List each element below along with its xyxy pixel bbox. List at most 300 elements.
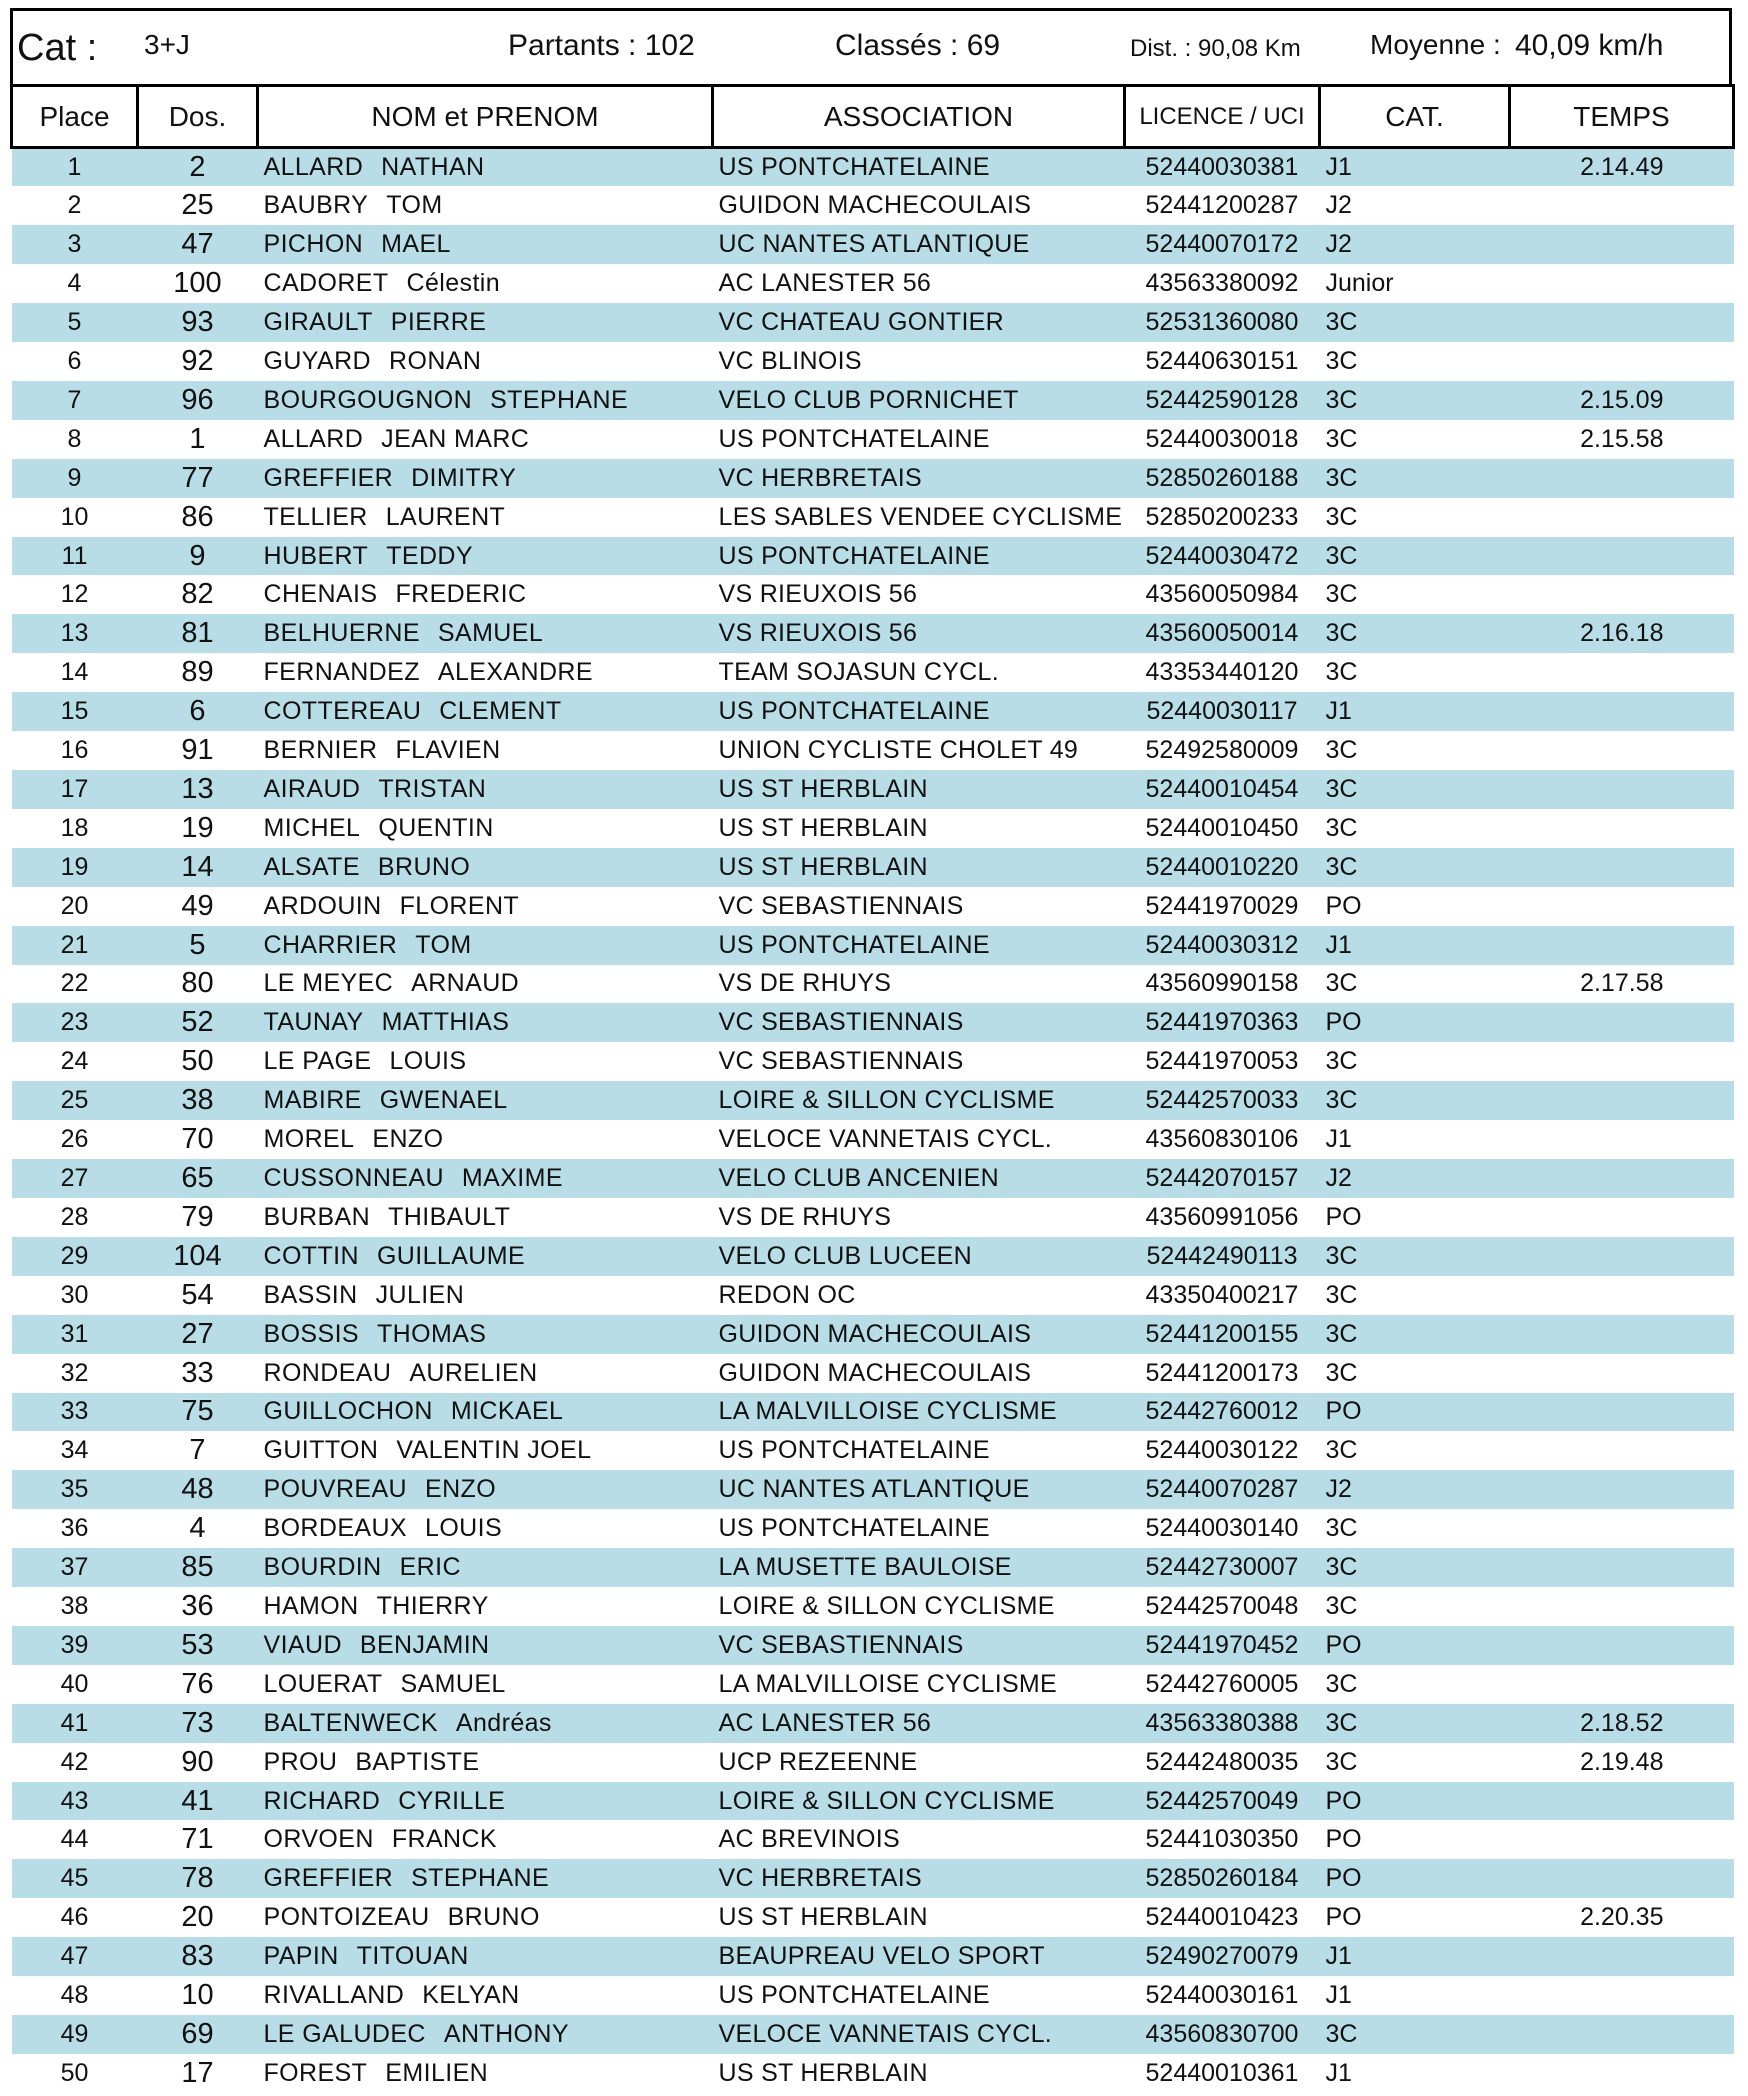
licence-cell: 52442570048 [1145,1591,1299,1620]
rider-last-name: TAUNAY [263,1008,364,1037]
association-cell: BEAUPREAU VELO SPORT [718,1942,1045,1971]
column-header-dossard: Dos. [138,86,258,148]
rider-last-name: GREFFIER [263,1864,394,1893]
rider-first-name: ALEXANDRE [437,658,593,687]
rider-first-name: AURELIEN [409,1358,538,1387]
licence-cell: 52441200287 [1145,191,1299,220]
place-cell: 21 [60,930,89,959]
table-row [12,1704,1734,1743]
time-cell [1510,1393,1734,1432]
rider-first-name: FRANCK [391,1825,497,1854]
association-cell: GUIDON MACHECOULAIS [718,1319,1032,1348]
place-cell: 23 [60,1008,89,1037]
rider-last-name: PICHON [263,230,364,259]
rider-first-name: NATHAN [381,153,485,182]
table-row [12,2015,1734,2054]
dossard-cell: 13 [181,772,214,805]
association-cell: UNION CYCLISTE CHOLET 49 [718,736,1079,765]
table-row [12,1237,1734,1276]
table-header-row [12,86,1734,148]
time-cell [1510,1782,1734,1821]
place-cell: 7 [67,385,82,414]
dossard-cell: 53 [181,1628,214,1661]
category-cell: 3C [1325,346,1358,375]
average-speed-value: 40,09 km/h [1515,29,1664,62]
licence-cell: 43560991056 [1145,1202,1299,1231]
licence-cell: 52441200155 [1145,1319,1299,1348]
table-row [12,692,1734,731]
rider-last-name: GUILLOCHON [263,1397,433,1426]
association-cell: VS DE RHUYS [718,969,892,998]
rider-first-name: SAMUEL [400,1669,506,1698]
rider-last-name: POUVREAU [263,1475,408,1504]
dossard-cell: 7 [189,1434,206,1467]
licence-cell: 52441970363 [1145,1008,1299,1037]
place-cell: 34 [60,1436,89,1465]
rider-first-name: BRUNO [447,1903,540,1932]
category-cell: Junior [1325,269,1394,298]
rider-last-name: GREFFIER [263,463,394,492]
rider-name-cell [258,692,713,731]
time-cell: 2.19.48 [1580,1747,1664,1776]
column-header-category: CAT. [1320,86,1510,148]
rider-name-cell [258,420,713,459]
licence-cell: 43560050984 [1145,580,1299,609]
table-row [12,1042,1734,1081]
table-row [12,1743,1734,1782]
table-row [12,148,1734,187]
dossard-cell: 4 [189,1512,206,1545]
table-row [12,1898,1734,1937]
place-cell: 29 [60,1241,89,1270]
dossard-cell: 20 [181,1901,214,1934]
time-cell [1510,1665,1734,1704]
rider-first-name: MATTHIAS [381,1008,510,1037]
licence-cell: 43353440120 [1145,658,1299,687]
dossard-cell: 48 [181,1473,214,1506]
category-cell: 3C [1325,424,1358,453]
place-cell: 40 [60,1669,89,1698]
association-cell: LA MALVILLOISE CYCLISME [718,1669,1058,1698]
rider-first-name: MAXIME [461,1164,563,1193]
time-cell [1510,848,1734,887]
rider-first-name: QUENTIN [378,813,494,842]
licence-cell: 52442490113 [1146,1241,1298,1270]
rider-last-name: HAMON [263,1591,359,1620]
table-row [12,1159,1734,1198]
table-row [12,1820,1734,1859]
association-cell: AC LANESTER 56 [718,1708,932,1737]
licence-cell: 52441970029 [1145,891,1299,920]
association-cell: VC BLINOIS [718,346,862,375]
association-cell: LOIRE & SILLON CYCLISME [718,1786,1055,1815]
association-cell: US PONTCHATELAINE [718,541,990,570]
licence-cell: 52442730007 [1145,1553,1299,1582]
table-row [12,225,1734,264]
place-cell: 8 [67,424,82,453]
rider-first-name: LOUIS [389,1047,467,1076]
licence-cell: 52850260184 [1145,1864,1299,1893]
time-cell [1510,1626,1734,1665]
place-cell: 32 [60,1358,89,1387]
time-cell [1510,809,1734,848]
place-cell: 17 [60,774,89,803]
table-row [12,186,1734,225]
category-cell: 3C [1325,1280,1358,1309]
licence-cell: 52442760012 [1145,1397,1299,1426]
rider-first-name: THOMAS [377,1319,487,1348]
rider-last-name: BORDEAUX [263,1514,408,1543]
place-cell: 28 [60,1202,89,1231]
place-cell: 45 [60,1864,89,1893]
place-cell: 43 [60,1786,89,1815]
category-cell: 3C [1325,1708,1358,1737]
licence-cell: 52440030122 [1145,1436,1299,1465]
dossard-cell: 6 [189,695,206,728]
table-row [12,1120,1734,1159]
category-cell: PO [1325,1864,1362,1893]
table-row [12,965,1734,1004]
time-cell [1510,1354,1734,1393]
dossard-cell: 10 [181,1979,214,2012]
licence-cell: 52440070172 [1145,230,1299,259]
rider-name-cell [258,1743,713,1782]
time-cell [1510,1937,1734,1976]
rider-name-cell [258,342,713,381]
rider-last-name: BELHUERNE [263,619,420,648]
time-cell [1510,1431,1734,1470]
dossard-cell: 73 [181,1706,214,1739]
licence-cell: 43560990158 [1145,969,1299,998]
rider-name-cell [258,1509,713,1548]
time-cell: 2.16.18 [1580,619,1664,648]
results-table [10,84,1735,2093]
rider-last-name: ALLARD [263,424,364,453]
time-cell [1510,498,1734,537]
table-row [12,1665,1734,1704]
table-row [12,1276,1734,1315]
rider-name-cell [258,926,713,965]
rider-first-name: TOM [415,930,472,959]
time-cell [1510,2054,1734,2093]
time-cell: 2.20.35 [1580,1903,1664,1932]
dossard-cell: 92 [181,344,214,377]
rider-name-cell [258,1548,713,1587]
category-cell: PO [1325,891,1362,920]
time-cell [1510,264,1734,303]
association-cell: VS DE RHUYS [718,1202,892,1231]
association-cell: LA MALVILLOISE CYCLISME [718,1397,1058,1426]
licence-cell: 52440030381 [1145,153,1299,182]
category-cell: 3C [1325,813,1358,842]
dossard-cell: 93 [181,306,214,339]
table-row [12,1509,1734,1548]
rider-first-name: JEAN MARC [381,424,530,453]
rider-last-name: LE MEYEC [263,969,394,998]
rider-last-name: ALLARD [263,153,364,182]
association-cell: UC NANTES ATLANTIQUE [718,230,1030,259]
place-cell: 3 [67,230,82,259]
time-cell [1510,575,1734,614]
rider-first-name: ERIC [399,1553,461,1582]
rider-first-name: GUILLAUME [376,1241,526,1270]
licence-cell: 52440030140 [1145,1514,1299,1543]
rider-last-name: BOURGOUGNON [263,385,473,414]
dossard-cell: 14 [181,850,214,883]
table-row [12,1470,1734,1509]
association-cell: VC SEBASTIENNAIS [718,1008,964,1037]
place-cell: 35 [60,1475,89,1504]
association-cell: US PONTCHATELAINE [718,1436,990,1465]
place-cell: 48 [60,1981,89,2010]
dossard-cell: 96 [181,383,214,416]
association-cell: US PONTCHATELAINE [718,153,990,182]
rider-name-cell [258,303,713,342]
category-cell: J2 [1325,230,1352,259]
association-cell: VC SEBASTIENNAIS [718,891,964,920]
rider-first-name: FLAVIEN [395,736,501,765]
table-row [12,614,1734,653]
table-row [12,381,1734,420]
rider-last-name: VIAUD [263,1630,342,1659]
rider-last-name: BOSSIS [263,1319,359,1348]
race-distance: Dist. : 90,08 Km [1130,35,1301,62]
place-cell: 31 [60,1319,89,1348]
place-cell: 47 [60,1942,89,1971]
rider-first-name: PIERRE [390,308,487,337]
table-row [12,1393,1734,1432]
rider-first-name: LOUIS [425,1514,503,1543]
category-cell: J1 [1325,153,1352,182]
rider-first-name: GWENAEL [379,1086,508,1115]
rider-first-name: KELYAN [422,1981,520,2010]
time-cell [1510,303,1734,342]
category-label: Cat : [17,27,98,69]
dossard-cell: 90 [181,1745,214,1778]
rider-first-name: SAMUEL [437,619,544,648]
time-cell: 2.15.58 [1580,424,1664,453]
association-cell: GUIDON MACHECOULAIS [718,1358,1032,1387]
category-cell: 3C [1325,580,1358,609]
rider-name-cell [258,965,713,1004]
place-cell: 15 [60,697,89,726]
rider-last-name: BALTENWECK [263,1708,438,1737]
rider-name-cell [258,498,713,537]
dossard-cell: 80 [181,967,214,1000]
rider-first-name: JULIEN [375,1280,465,1309]
category-cell: 3C [1325,308,1358,337]
rider-last-name: BASSIN [263,1280,358,1309]
rider-first-name: BAPTISTE [355,1747,480,1776]
rider-name-cell [258,848,713,887]
rider-name-cell [258,1859,713,1898]
rider-last-name: FERNANDEZ [263,658,420,687]
licence-cell: 52440010361 [1145,2058,1299,2087]
rider-name-cell [258,1276,713,1315]
results-sheet [10,8,1732,2093]
place-cell: 12 [60,580,89,609]
time-cell [1510,1587,1734,1626]
rider-name-cell [258,186,713,225]
table-row [12,1431,1734,1470]
rider-name-cell [258,653,713,692]
licence-cell: 52850200233 [1145,502,1299,531]
place-cell: 38 [60,1591,89,1620]
category-cell: 3C [1325,1553,1358,1582]
place-cell: 11 [61,541,88,570]
dossard-cell: 81 [181,617,214,650]
association-cell: VC HERBRETAIS [718,1864,922,1893]
place-cell: 6 [67,346,82,375]
rider-first-name: Andréas [455,1708,552,1737]
time-cell [1510,1042,1734,1081]
place-cell: 42 [60,1747,89,1776]
rider-last-name: BOURDIN [263,1553,382,1582]
category-cell: J2 [1325,1164,1352,1193]
rider-last-name: RICHARD [263,1786,381,1815]
time-cell [1510,1003,1734,1042]
category-cell: 3C [1325,1241,1358,1270]
place-cell: 20 [60,891,89,920]
dossard-cell: 65 [181,1162,214,1195]
association-cell: US PONTCHATELAINE [718,424,990,453]
average-speed-label: Moyenne : [1370,29,1501,60]
dossard-cell: 19 [181,811,214,844]
rider-name-cell [258,1003,713,1042]
licence-cell: 43560830106 [1145,1125,1299,1154]
dossard-cell: 89 [181,656,214,689]
association-cell: US ST HERBLAIN [718,1903,928,1932]
place-cell: 22 [60,969,89,998]
category-value: 3+J [144,29,190,60]
rider-name-cell [258,1159,713,1198]
time-cell [1510,887,1734,926]
dossard-cell: 86 [181,500,214,533]
rider-first-name: ANTHONY [443,2019,569,2048]
rider-name-cell [258,1898,713,1937]
rider-first-name: RONAN [389,346,482,375]
table-row [12,809,1734,848]
rider-first-name: ARNAUD [411,969,520,998]
rider-last-name: COTTEREAU [263,697,422,726]
rider-name-cell [258,1237,713,1276]
rider-name-cell [258,1354,713,1393]
place-cell: 9 [67,463,82,492]
time-cell [1510,770,1734,809]
dossard-cell: 27 [181,1317,214,1350]
rider-last-name: CHARRIER [263,930,398,959]
dossard-cell: 2 [189,151,206,184]
dossard-cell: 85 [181,1551,214,1584]
rider-name-cell [258,1626,713,1665]
rider-name-cell [258,381,713,420]
licence-cell: 52440010220 [1145,852,1299,881]
time-cell [1510,653,1734,692]
time-cell [1510,1081,1734,1120]
category-cell: 3C [1325,658,1358,687]
time-cell [1510,1276,1734,1315]
association-cell: VC CHATEAU GONTIER [718,308,1005,337]
association-cell: AC BREVINOIS [718,1825,900,1854]
dossard-cell: 36 [181,1589,214,1622]
place-cell: 5 [67,308,82,337]
association-cell: LOIRE & SILLON CYCLISME [718,1086,1055,1115]
rider-name-cell [258,1470,713,1509]
licence-cell: 52442760005 [1145,1669,1299,1698]
rider-name-cell [258,1587,713,1626]
rider-name-cell [258,1976,713,2015]
column-header-licence: LICENCE / UCI [1125,86,1320,148]
rider-last-name: BAUBRY [263,191,369,220]
association-cell: VELOCE VANNETAIS CYCL. [718,2019,1053,2048]
licence-cell: 52442570033 [1145,1086,1299,1115]
licence-cell: 52492580009 [1145,736,1299,765]
rider-first-name: THIBAULT [388,1202,511,1231]
dossard-cell: 78 [181,1862,214,1895]
rider-last-name: CHENAIS [263,580,378,609]
time-cell [1510,225,1734,264]
rider-name-cell [258,1782,713,1821]
rider-name-cell [258,2054,713,2093]
licence-cell: 52440030312 [1145,930,1299,959]
licence-cell: 52440070287 [1145,1475,1299,1504]
category-cell: J1 [1325,2058,1352,2087]
dossard-cell: 47 [181,228,214,261]
column-header-association: ASSOCIATION [713,86,1125,148]
table-row [12,653,1734,692]
licence-cell: 52441970452 [1145,1630,1299,1659]
rider-name-cell [258,1665,713,1704]
table-row [12,848,1734,887]
category-cell: J2 [1325,1475,1352,1504]
rider-first-name: THIERRY [376,1591,489,1620]
dossard-cell: 75 [181,1395,214,1428]
rider-name-cell [258,731,713,770]
category-cell: 3C [1325,1319,1358,1348]
dossard-cell: 77 [181,461,214,494]
rider-name-cell [258,809,713,848]
association-cell: US ST HERBLAIN [718,774,928,803]
rider-name-cell [258,770,713,809]
time-cell [1510,1859,1734,1898]
category-cell: 3C [1325,619,1358,648]
association-cell: US PONTCHATELAINE [718,697,990,726]
table-row [12,887,1734,926]
place-cell: 44 [60,1825,89,1854]
rider-name-cell [258,225,713,264]
association-cell: US ST HERBLAIN [718,2058,928,2087]
rider-first-name: TEDDY [386,541,473,570]
licence-cell: 52440030117 [1146,697,1298,726]
table-row [12,420,1734,459]
licence-cell: 52442480035 [1145,1747,1299,1776]
table-row [12,303,1734,342]
association-cell: VS RIEUXOIS 56 [718,580,918,609]
table-row [12,498,1734,537]
place-cell: 37 [60,1553,89,1582]
association-cell: US PONTCHATELAINE [718,930,990,959]
time-cell [1510,1509,1734,1548]
rider-first-name: TOM [386,191,443,220]
dossard-cell: 83 [181,1940,214,1973]
rider-last-name: CADORET [263,269,389,298]
dossard-cell: 69 [181,2017,214,2050]
time-cell [1510,1120,1734,1159]
licence-cell: 52440030472 [1145,541,1299,570]
place-cell: 25 [60,1086,89,1115]
rider-first-name: ENZO [425,1475,497,1504]
rider-name-cell [258,1042,713,1081]
